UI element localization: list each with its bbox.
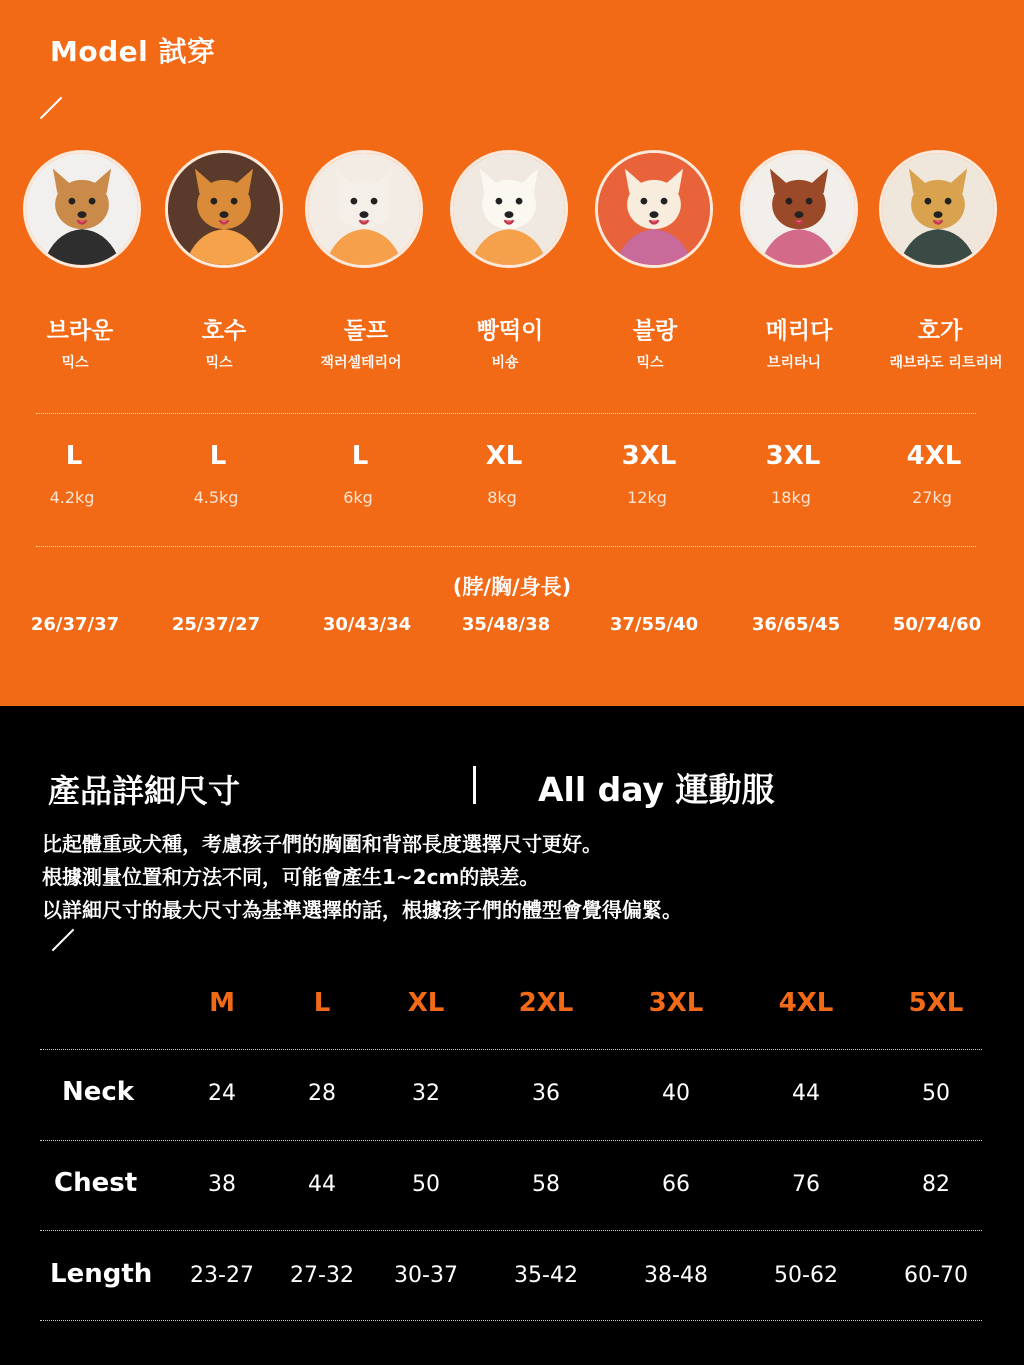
- table-cell: 50: [922, 1081, 950, 1106]
- dog-breed: 잭러셀테리어: [320, 355, 402, 371]
- dog-breed: 브리타니: [766, 355, 822, 371]
- dog-name: 돌프: [343, 318, 389, 344]
- size-header: 4XL: [778, 988, 834, 1018]
- note-line: 根據測量位置和方法不同，可能會產生1~2cm的誤差。: [42, 865, 540, 889]
- table-row-divider: [40, 1049, 982, 1050]
- dog-name: 빵떡이: [476, 318, 544, 344]
- dog-measurements: 50/74/60: [892, 614, 982, 635]
- table-cell: 30-37: [394, 1263, 458, 1288]
- title-divider: [473, 766, 476, 804]
- dog-weight: 4.5kg: [193, 488, 239, 507]
- model-title: Model 試穿: [50, 35, 216, 68]
- dog-breed: 믹스: [61, 355, 89, 371]
- table-row-label: Length: [50, 1259, 153, 1289]
- measurement-label: (脖/胸/身長): [452, 575, 572, 599]
- dog-weight: 12kg: [627, 488, 667, 507]
- dog-breed: 비숑: [491, 355, 519, 371]
- table-cell: 38: [208, 1172, 236, 1197]
- divider-line: [36, 413, 976, 414]
- table-row-divider: [40, 1230, 982, 1231]
- dog-weight: 6kg: [343, 488, 373, 507]
- dog-size: 3XL: [765, 441, 821, 471]
- product-section: [0, 706, 1024, 1365]
- dog-photo: [165, 150, 283, 268]
- size-header: M: [209, 988, 235, 1018]
- size-header: 3XL: [648, 988, 704, 1018]
- slash-decoration: [52, 929, 75, 952]
- dog-breed: 믹스: [636, 355, 664, 371]
- dog-measurements: 26/37/37: [30, 614, 120, 635]
- dog-size: 4XL: [906, 441, 962, 471]
- table-cell: 58: [532, 1172, 560, 1197]
- note-line: 比起體重或犬種，考慮孩子們的胸圍和背部長度選擇尺寸更好。: [42, 832, 602, 856]
- size-header: L: [313, 988, 331, 1018]
- dog-name: 브라운: [46, 318, 114, 344]
- dog-weight: 8kg: [487, 488, 517, 507]
- table-cell: 27-32: [290, 1263, 354, 1288]
- dog-size: L: [351, 441, 369, 471]
- table-cell: 44: [308, 1172, 336, 1197]
- table-cell: 32: [412, 1081, 440, 1106]
- table-cell: 82: [922, 1172, 950, 1197]
- table-cell: 50: [412, 1172, 440, 1197]
- dog-weight: 4.2kg: [49, 488, 95, 507]
- dog-name: 호수: [201, 318, 247, 344]
- table-cell: 38-48: [644, 1263, 708, 1288]
- dog-photo: [23, 150, 141, 268]
- size-header: 5XL: [908, 988, 964, 1018]
- dog-measurements: 37/55/40: [609, 614, 699, 635]
- table-cell: 60-70: [904, 1263, 968, 1288]
- table-cell: 28: [308, 1081, 336, 1106]
- table-cell: 66: [662, 1172, 690, 1197]
- table-cell: 35-42: [514, 1263, 578, 1288]
- note-line: 以詳細尺寸的最大尺寸為基準選擇的話，根據孩子們的體型會覺得偏緊。: [42, 898, 682, 922]
- dog-weight: 27kg: [912, 488, 952, 507]
- table-row-label: Chest: [54, 1168, 138, 1198]
- dog-weight: 18kg: [771, 488, 811, 507]
- table-cell: 24: [208, 1081, 236, 1106]
- dog-breed: 래브라도 리트리버: [889, 355, 1003, 371]
- dog-size: 3XL: [621, 441, 677, 471]
- dog-size: L: [65, 441, 83, 471]
- product-name: All day 運動服: [538, 770, 775, 809]
- dog-size: XL: [485, 441, 523, 471]
- dog-measurements: 25/37/27: [171, 614, 261, 635]
- table-cell: 36: [532, 1081, 560, 1106]
- table-cell: 50-62: [774, 1263, 838, 1288]
- size-header: 2XL: [518, 988, 574, 1018]
- slash-decoration: [40, 97, 63, 120]
- table-row-divider: [40, 1320, 982, 1321]
- dog-photo: [305, 150, 423, 268]
- dog-measurements: 35/48/38: [461, 614, 551, 635]
- table-row-label: Neck: [62, 1077, 135, 1107]
- table-row-divider: [40, 1140, 982, 1141]
- dog-photo: [450, 150, 568, 268]
- dog-photo: [740, 150, 858, 268]
- dog-photo: [879, 150, 997, 268]
- dog-breed: 믹스: [205, 355, 233, 371]
- dog-name: 호가: [917, 318, 963, 344]
- size-notes: [42, 828, 682, 927]
- table-cell: 44: [792, 1081, 820, 1106]
- dog-measurements: 36/65/45: [751, 614, 841, 635]
- dog-measurements: 30/43/34: [322, 614, 412, 635]
- table-cell: 23-27: [190, 1263, 254, 1288]
- dog-name: 블랑: [632, 318, 678, 344]
- dog-name: 메리다: [765, 318, 833, 344]
- table-cell: 76: [792, 1172, 820, 1197]
- dog-photo: [595, 150, 713, 268]
- product-size-title: 產品詳細尺寸: [48, 772, 241, 810]
- table-cell: 40: [662, 1081, 690, 1106]
- size-header: XL: [407, 988, 445, 1018]
- divider-line: [36, 546, 976, 547]
- dog-size: L: [209, 441, 227, 471]
